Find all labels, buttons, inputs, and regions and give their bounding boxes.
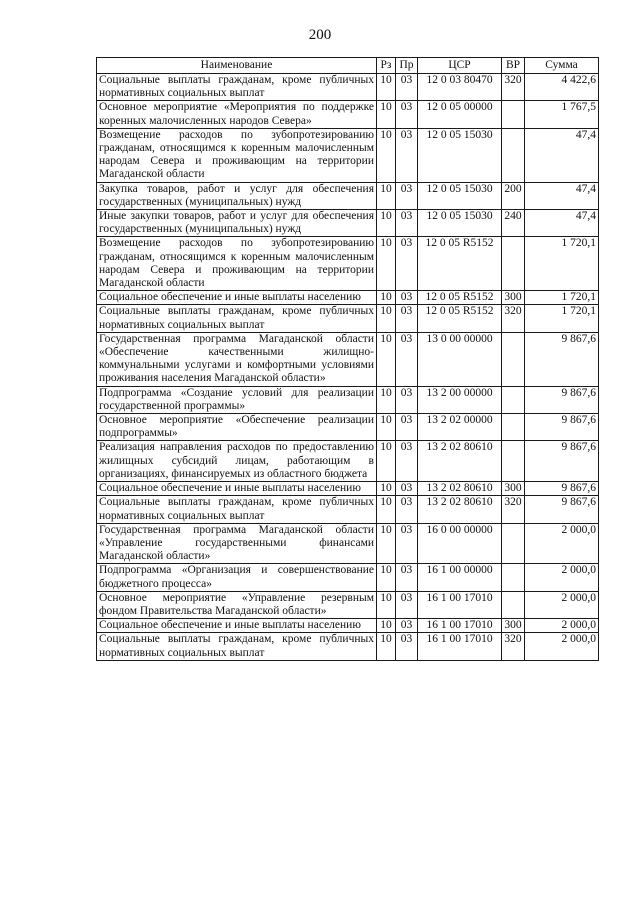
cell-vr [502, 386, 525, 413]
cell-rz: 10 [377, 291, 396, 305]
table-header-row [97, 58, 599, 74]
cell-sum: 2 000,0 [525, 619, 599, 633]
cell-name: Подпрограмма «Создание условий для реализации государственной программы» [97, 386, 377, 413]
budget-table [96, 57, 599, 661]
cell-pr: 03 [396, 619, 418, 633]
cell-pr: 03 [396, 210, 418, 237]
cell-rz: 10 [377, 619, 396, 633]
cell-name: Реализация направления расходов по предоставлению жилищных субсидий лицам, работающим в организациях, финансируемых из областного бюджета [97, 441, 377, 482]
cell-rz: 10 [377, 182, 396, 209]
cell-pr: 03 [396, 305, 418, 332]
cell-name: Социальные выплаты гражданам, кроме публичных нормативных социальных выплат [97, 74, 377, 101]
cell-pr: 03 [396, 182, 418, 209]
cell-sum: 47,4 [525, 128, 599, 182]
cell-csr: 16 1 00 17010 [418, 619, 502, 633]
cell-vr [502, 332, 525, 386]
cell-csr: 13 2 02 80610 [418, 441, 502, 482]
table-row [97, 291, 599, 305]
cell-csr: 13 0 00 00000 [418, 332, 502, 386]
cell-rz: 10 [377, 441, 396, 482]
table-row [97, 564, 599, 591]
cell-name: Социальные выплаты гражданам, кроме публичных нормативных социальных выплат [97, 496, 377, 523]
cell-csr: 16 1 00 17010 [418, 591, 502, 618]
cell-vr: 300 [502, 619, 525, 633]
cell-pr: 03 [396, 441, 418, 482]
cell-csr: 12 0 05 15030 [418, 210, 502, 237]
table-row [97, 619, 599, 633]
cell-csr: 13 2 00 00000 [418, 386, 502, 413]
cell-name: Государственная программа Магаданской области «Обеспечение качественными жилищно-коммунальными услугами и комфортными условиями проживания населения Магаданской области» [97, 332, 377, 386]
cell-csr: 12 0 05 15030 [418, 128, 502, 182]
cell-vr: 240 [502, 210, 525, 237]
cell-name: Закупка товаров, работ и услуг для обеспечения государственных (муниципальных) нужд [97, 182, 377, 209]
cell-csr: 12 0 05 R5152 [418, 237, 502, 291]
cell-csr: 13 2 02 80610 [418, 482, 502, 496]
table-row [97, 496, 599, 523]
cell-name: Основное мероприятие «Управление резервным фондом Правительства Магаданской области» [97, 591, 377, 618]
cell-pr: 03 [396, 564, 418, 591]
cell-csr: 12 0 05 R5152 [418, 305, 502, 332]
cell-rz: 10 [377, 74, 396, 101]
cell-vr [502, 128, 525, 182]
cell-sum: 1 720,1 [525, 305, 599, 332]
cell-vr [502, 414, 525, 441]
cell-name: Возмещение расходов по зубопротезированию гражданам, относящимся к коренным малочисленным народам Севера и проживающим на территории Магаданской области [97, 237, 377, 291]
header-vr: ВР [502, 58, 525, 74]
cell-csr: 12 0 05 15030 [418, 182, 502, 209]
cell-sum: 1 720,1 [525, 237, 599, 291]
cell-csr: 12 0 03 80470 [418, 74, 502, 101]
cell-rz: 10 [377, 101, 396, 128]
cell-pr: 03 [396, 386, 418, 413]
header-pr: Пр [396, 58, 418, 74]
cell-sum: 9 867,6 [525, 332, 599, 386]
cell-rz: 10 [377, 386, 396, 413]
cell-rz: 10 [377, 414, 396, 441]
cell-pr: 03 [396, 101, 418, 128]
cell-csr: 16 1 00 17010 [418, 633, 502, 660]
cell-csr: 12 0 05 R5152 [418, 291, 502, 305]
cell-pr: 03 [396, 291, 418, 305]
header-name: Наименование [97, 58, 377, 74]
cell-vr: 320 [502, 633, 525, 660]
cell-sum: 9 867,6 [525, 441, 599, 482]
cell-rz: 10 [377, 305, 396, 332]
cell-vr: 320 [502, 496, 525, 523]
cell-vr [502, 237, 525, 291]
header-csr: ЦСР [418, 58, 502, 74]
cell-sum: 1 720,1 [525, 291, 599, 305]
cell-vr [502, 101, 525, 128]
cell-sum: 9 867,6 [525, 482, 599, 496]
cell-name: Социальное обеспечение и иные выплаты населению [97, 291, 377, 305]
cell-rz: 10 [377, 332, 396, 386]
table-row [97, 101, 599, 128]
cell-vr [502, 591, 525, 618]
table-row [97, 523, 599, 564]
table-row [97, 386, 599, 413]
table-row [97, 482, 599, 496]
cell-sum: 2 000,0 [525, 591, 599, 618]
table-row [97, 633, 599, 660]
cell-pr: 03 [396, 591, 418, 618]
table-row [97, 591, 599, 618]
table-row [97, 414, 599, 441]
cell-name: Социальное обеспечение и иные выплаты населению [97, 619, 377, 633]
cell-name: Основное мероприятие «Обеспечение реализации подпрограммы» [97, 414, 377, 441]
cell-rz: 10 [377, 496, 396, 523]
table-body [97, 74, 599, 661]
cell-name: Социальное обеспечение и иные выплаты населению [97, 482, 377, 496]
cell-vr: 320 [502, 74, 525, 101]
cell-rz: 10 [377, 128, 396, 182]
cell-pr: 03 [396, 128, 418, 182]
cell-sum: 2 000,0 [525, 633, 599, 660]
cell-sum: 47,4 [525, 210, 599, 237]
table-row [97, 210, 599, 237]
cell-csr: 16 1 00 00000 [418, 564, 502, 591]
cell-vr [502, 523, 525, 564]
cell-vr [502, 564, 525, 591]
cell-name: Подпрограмма «Организация и совершенствование бюджетного процесса» [97, 564, 377, 591]
cell-pr: 03 [396, 482, 418, 496]
cell-vr: 200 [502, 182, 525, 209]
cell-pr: 03 [396, 332, 418, 386]
cell-pr: 03 [396, 633, 418, 660]
cell-rz: 10 [377, 591, 396, 618]
table-row [97, 74, 599, 101]
cell-rz: 10 [377, 482, 396, 496]
cell-csr: 13 2 02 00000 [418, 414, 502, 441]
cell-vr [502, 441, 525, 482]
cell-sum: 9 867,6 [525, 386, 599, 413]
cell-csr: 13 2 02 80610 [418, 496, 502, 523]
cell-vr: 300 [502, 291, 525, 305]
cell-pr: 03 [396, 523, 418, 564]
cell-name: Иные закупки товаров, работ и услуг для обеспечения государственных (муниципальных) нужд [97, 210, 377, 237]
cell-rz: 10 [377, 633, 396, 660]
cell-sum: 47,4 [525, 182, 599, 209]
cell-csr: 12 0 05 00000 [418, 101, 502, 128]
table-row [97, 441, 599, 482]
table-row [97, 128, 599, 182]
cell-sum: 2 000,0 [525, 564, 599, 591]
cell-name: Социальные выплаты гражданам, кроме публичных нормативных социальных выплат [97, 633, 377, 660]
table-row [97, 305, 599, 332]
page-number: 200 [308, 27, 332, 43]
cell-pr: 03 [396, 74, 418, 101]
cell-csr: 16 0 00 00000 [418, 523, 502, 564]
table-row [97, 237, 599, 291]
cell-sum: 1 767,5 [525, 101, 599, 128]
cell-vr: 300 [502, 482, 525, 496]
cell-sum: 9 867,6 [525, 496, 599, 523]
cell-pr: 03 [396, 237, 418, 291]
cell-rz: 10 [377, 523, 396, 564]
cell-sum: 9 867,6 [525, 414, 599, 441]
cell-rz: 10 [377, 237, 396, 291]
cell-name: Государственная программа Магаданской области «Управление государственными финансами Магаданской области» [97, 523, 377, 564]
table-row [97, 182, 599, 209]
cell-name: Социальные выплаты гражданам, кроме публичных нормативных социальных выплат [97, 305, 377, 332]
cell-vr: 320 [502, 305, 525, 332]
cell-rz: 10 [377, 210, 396, 237]
header-rz: Рз [377, 58, 396, 74]
cell-name: Возмещение расходов по зубопротезированию гражданам, относящимся к коренным малочисленным народам Севера и проживающим на территории Магаданской области [97, 128, 377, 182]
table-row [97, 332, 599, 386]
header-sum: Сумма [525, 58, 599, 74]
cell-pr: 03 [396, 414, 418, 441]
cell-sum: 2 000,0 [525, 523, 599, 564]
cell-pr: 03 [396, 496, 418, 523]
cell-name: Основное мероприятие «Мероприятия по поддержке коренных малочисленных народов Севера» [97, 101, 377, 128]
cell-sum: 4 422,6 [525, 74, 599, 101]
cell-rz: 10 [377, 564, 396, 591]
